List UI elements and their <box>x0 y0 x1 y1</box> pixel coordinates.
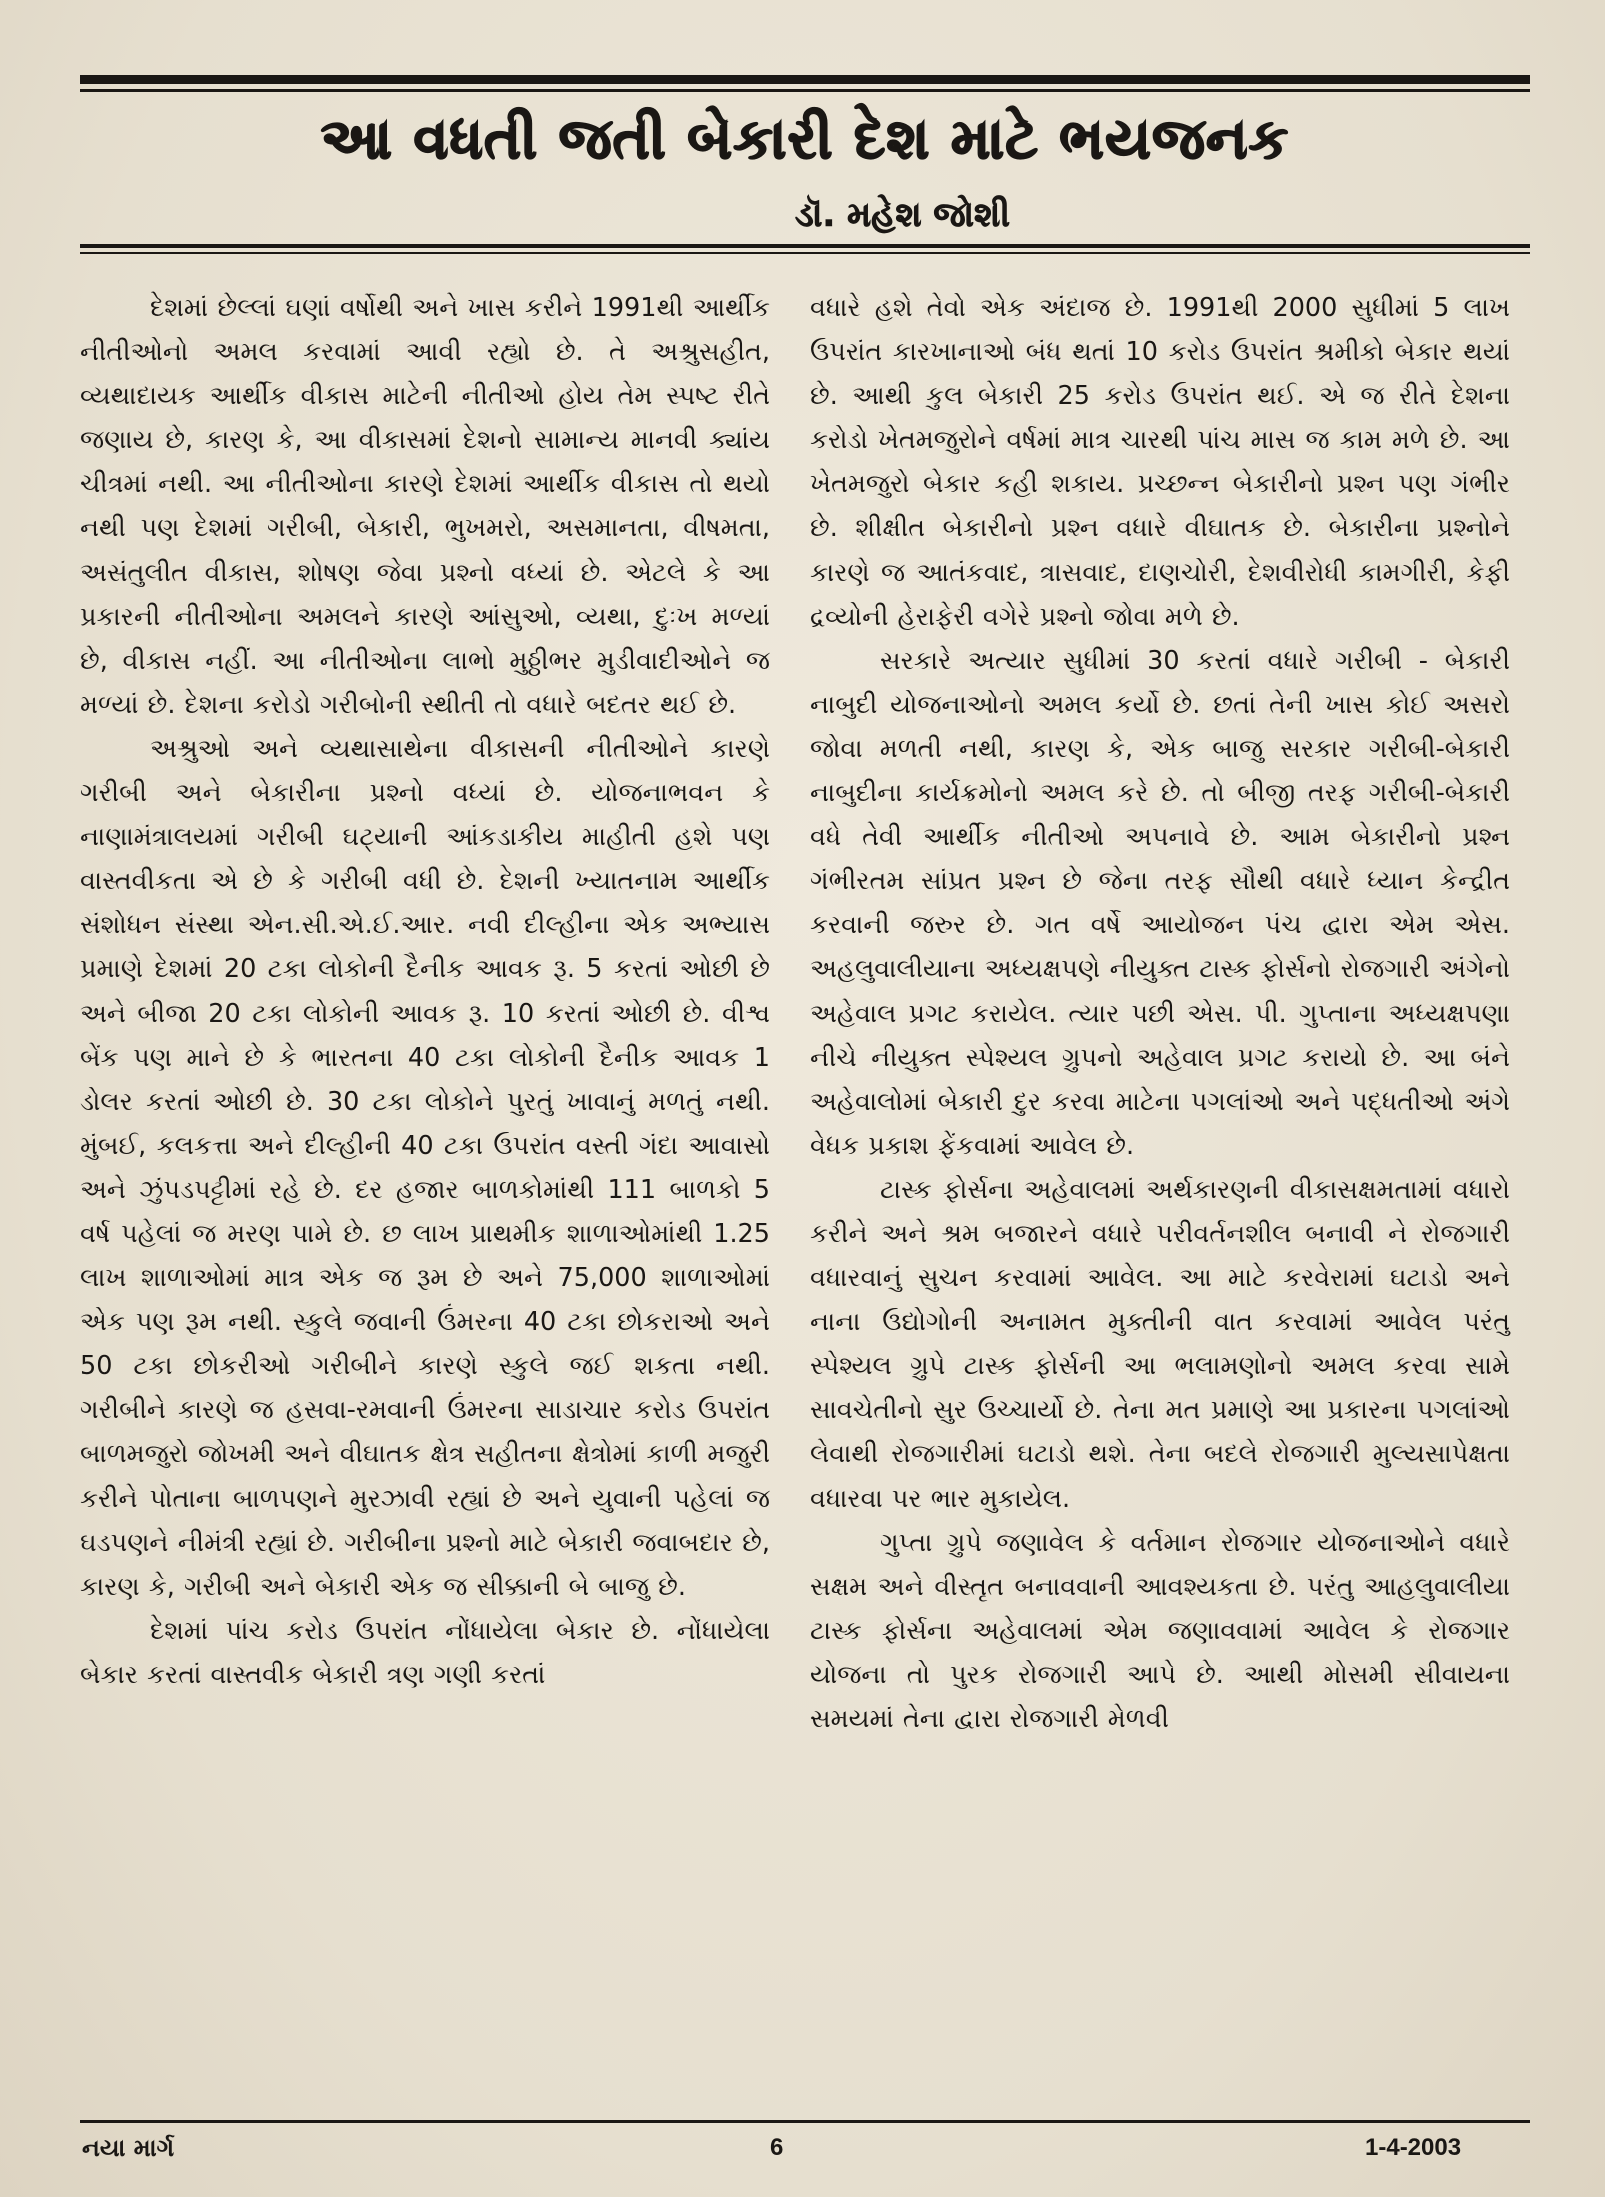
top-rule-thick <box>80 75 1530 84</box>
header-rule-thin <box>80 252 1530 254</box>
paragraph: દેશમાં છેલ્લાં ઘણાં વર્ષોથી અને ખાસ કરીને 1991થી આર્થીક નીતીઓનો અમલ કરવામાં આવી રહ્યો છે. તે અશ્રુસહીત, વ્યથાદાયક આર્થીક વીકાસ માટેની નીતીઓ હોય તેમ સ્પષ્ટ રીતે જણાય છે, કારણ કે, આ વીકાસમાં દેશનો સામાન્ય માનવી ક્યાંય ચીત્રમાં નથી. આ નીતીઓના કારણે દેશમાં આર્થીક વીકાસ તો થયો નથી પણ દેશમાં ગરીબી, બેકારી, ભુખમરો, અસમાનતા, વીષમતા, અસંતુલીત વીકાસ, શોષણ જેવા પ્રશ્નો વધ્યાં છે. એટલે કે આ પ્રકારની નીતીઓના અમલને કારણે આંસુઓ, વ્યથા, દુઃખ મળ્યાં છે, વીકાસ નહીં. આ નીતીઓના લાભો મુઠ્ઠીભર મુડીવાદીઓને જ મળ્યાં છે. દેશના કરોડો ગરીબોની સ્થીતી તો વધારે બદતર થઈ છે. <box>80 293 770 720</box>
paragraph: વધારે હશે તેવો એક અંદાજ છે. 1991થી 2000 સુધીમાં 5 લાખ ઉપરાંત કારખાનાઓ બંધ થતાં 10 કરોડ ઉપરાંત શ્રમીકો બેકાર થયાં છે. આથી કુલ બેકારી 25 કરોડ ઉપરાંત થઈ. એ જ રીતે દેશના કરોડો ખેતમજુરોને વર્ષમાં માત્ર ચારથી પાંચ માસ જ કામ મળે છે. આ ખેતમજુરો બેકાર કહી શકાય. પ્રચ્છન્ન બેકારીનો પ્રશ્ન પણ ગંભીર છે. શીક્ષીત બેકારીનો પ્રશ્ન વધારે વીઘાતક છે. બેકારીના પ્રશ્નોને કારણે જ આતંકવાદ, ત્રાસવાદ, દાણચોરી, દેશવીરોધી કામગીરી, કેફી દ્રવ્યોની હેરાફેરી વગેરે પ્રશ્નો જોવા મળે છે. <box>810 293 1510 632</box>
paragraph: ગુપ્તા ગ્રુપે જણાવેલ કે વર્તમાન રોજગાર યોજનાઓને વધારે સક્ષમ અને વીસ્તૃત બનાવવાની આવશ્યકતા છે. પરંતુ આહલુવાલીયા ટાસ્ક ફોર્સના અહેવાલમાં એમ જણાવવામાં આવેલ કે રોજગાર યોજના તો પુરક રોજગારી આપે છે. આથી મોસમી સીવાયના સમયમાં તેના દ્વારા રોજગારી મેળવી <box>810 1527 1510 1734</box>
left-column <box>80 286 770 1697</box>
paragraph: અશ્રુઓ અને વ્યથાસાથેના વીકાસની નીતીઓને કારણે ગરીબી અને બેકારીના પ્રશ્નો વધ્યાં છે. યોજનાભવન કે નાણામંત્રાલયમાં ગરીબી ઘટ્યાની આંકડાકીય માહીતી હશે પણ વાસ્તવીકતા એ છે કે ગરીબી વધી છે. દેશની ખ્યાતનામ આર્થીક સંશોધન સંસ્થા એન.સી.એ.ઈ.આર. નવી દીલ્હીના એક અભ્યાસ પ્રમાણે દેશમાં 20 ટકા લોકોની દૈનીક આવક રૂ. 5 કરતાં ઓછી છે અને બીજા 20 ટકા લોકોની આવક રૂ. 10 કરતાં ઓછી છે. વીશ્વ બેંક પણ માને છે કે ભારતના 40 ટકા લોકોની દૈનીક આવક 1 ડોલર કરતાં ઓછી છે. 30 ટકા લોકોને પુરતું ખાવાનું મળતું નથી. મુંબઈ, કલકત્તા અને દીલ્હીની 40 ટકા ઉપરાંત વસ્તી ગંદા આવાસો અને ઝુંપડપટ્ટીમાં રહે છે. દર હજાર બાળકોમાંથી 111 બાળકો 5 વર્ષ પહેલાં જ મરણ પામે છે. છ લાખ પ્રાથમીક શાળાઓમાંથી 1.25 લાખ શાળાઓમાં માત્ર એક જ રૂમ છે અને 75,000 શાળાઓમાં એક પણ રૂમ નથી. સ્કુલે જવાની ઉંમરના 40 ટકા છોકરાઓ અને 50 ટકા છોકરીઓ ગરીબીને કારણે સ્કુલે જઈ શકતા નથી. ગરીબીને કારણે જ હસવા-રમવાની ઉંમરના સાડાચાર કરોડ ઉપરાંત બાળમજુરો જોખમી અને વીઘાતક ક્ષેત્ર સહીતના ક્ષેત્રોમાં કાળી મજુરી કરીને પોતાના બાળપણને મુરઝાવી રહ્યાં છે અને યુવાની પહેલાં જ ઘડપણને નીમંત્રી રહ્યાં છે. ગરીબીના પ્રશ્નો માટે બેકારી જવાબદાર છે, કારણ કે, ગરીબી અને બેકારી એક જ સીક્કાની બે બાજુ છે. <box>80 733 770 1602</box>
article-title: આ વધતી જતી બેકારી દેશ માટે ભયજનક <box>320 107 1290 172</box>
article-author: ડૉ. મહેશ જોશી <box>794 195 1010 235</box>
footer-date: 1-4-2003 <box>1365 2134 1462 2161</box>
paragraph: ટાસ્ક ફોર્સના અહેવાલમાં અર્થકારણની વીકાસક્ષમતામાં વધારો કરીને અને શ્રમ બજારને વધારે પરીવર્તનશીલ બનાવી ને રોજગારી વધારવાનું સુચન કરવામાં આવેલ. આ માટે કરવેરામાં ઘટાડો અને નાના ઉદ્યોગોની અનામત મુક્તીની વાત કરવામાં આવેલ પરંતુ સ્પેશ્યલ ગ્રુપે ટાસ્ક ફોર્સની આ ભલામણોનો અમલ કરવા સામે સાવચેતીનો સુર ઉચ્ચાર્યો છે. તેના મત પ્રમાણે આ પ્રકારના પગલાંઓ લેવાથી રોજગારીમાં ઘટાડો થશે. તેના બદલે રોજગારી મુલ્યસાપેક્ષતા વધારવા પર ભાર મુકાયેલ. <box>810 1174 1510 1514</box>
footer-rule <box>80 2120 1530 2123</box>
top-rule-thin <box>80 89 1530 92</box>
paragraph: સરકારે અત્યાર સુધીમાં 30 કરતાં વધારે ગરીબી - બેકારી નાબુદી યોજનાઓનો અમલ કર્યો છે. છતાં તેની ખાસ કોઈ અસરો જોવા મળતી નથી, કારણ કે, એક બાજુ સરકાર ગરીબી-બેકારી નાબુદીના કાર્યક્રમોનો અમલ કરે છે. તો બીજી તરફ ગરીબી-બેકારી વધે તેવી આર્થીક નીતીઓ અપનાવે છે. આમ બેકારીનો પ્રશ્ન ગંભીરતમ સાંપ્રત પ્રશ્ન છે જેના તરફ સૌથી વધારે ધ્યાન કેન્દ્રીત કરવાની જરુર છે. ગત વર્ષે આયોજન પંચ દ્વારા એમ એસ. અહલુવાલીયાના અધ્યક્ષપણે નીયુક્ત ટાસ્ક ફોર્સનો રોજગારી અંગેનો અહેવાલ પ્રગટ કરાયેલ. ત્યાર પછી એસ. પી. ગુપ્તાના અધ્યક્ષપણા નીચે નીયુક્ત સ્પેશ્યલ ગ્રુપનો અહેવાલ પ્રગટ કરાયો છે. આ બંને અહેવાલોમાં બેકારી દુર કરવા માટેના પગલાંઓ અને પદ્ધતીઓ અંગે વેધક પ્રકાશ ફેંકવામાં આવેલ છે. <box>810 645 1510 1161</box>
header-rule-thick <box>80 244 1530 248</box>
right-column <box>810 286 1510 1741</box>
paragraph: દેશમાં પાંચ કરોડ ઉપરાંત નોંધાયેલા બેકાર છે. નોંધાયેલા બેકાર કરતાં વાસ્તવીક બેકારી ત્રણ ગણી કરતાં <box>80 1615 770 1690</box>
footer-page-number: 6 <box>770 2134 784 2161</box>
footer-publication: નયા માર્ગ <box>82 2134 175 2162</box>
